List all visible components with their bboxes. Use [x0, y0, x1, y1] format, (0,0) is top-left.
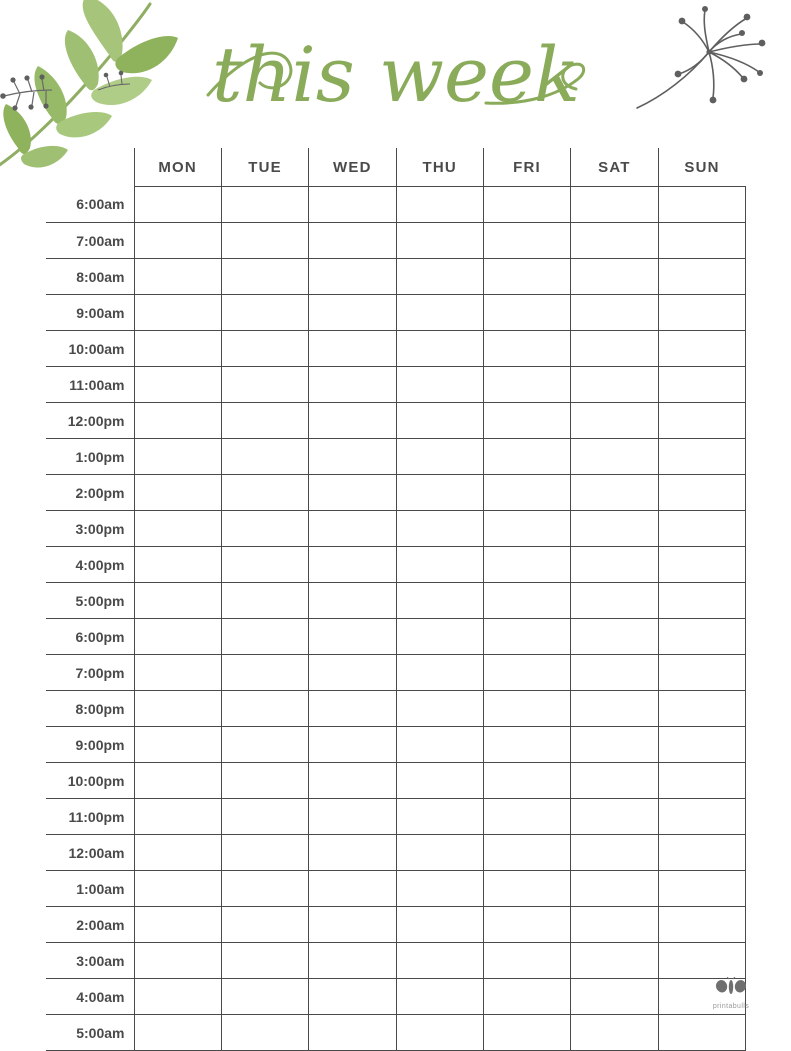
- slot-fri[interactable]: [483, 331, 570, 367]
- slot-sat[interactable]: [571, 943, 658, 979]
- slot-tue[interactable]: [221, 475, 308, 511]
- slot-sun[interactable]: [658, 799, 745, 835]
- slot-thu[interactable]: [396, 223, 483, 259]
- slot-fri[interactable]: [483, 799, 570, 835]
- slot-sat[interactable]: [571, 223, 658, 259]
- slot-fri[interactable]: [483, 187, 570, 223]
- slot-mon[interactable]: [134, 763, 221, 799]
- table-row: [46, 979, 746, 1015]
- time-label: 11:00pm: [46, 799, 134, 835]
- slot-sun[interactable]: [658, 259, 745, 295]
- time-label: 4:00am: [46, 979, 134, 1015]
- day-header-tue: TUE: [221, 148, 308, 187]
- slot-mon[interactable]: [134, 1015, 221, 1051]
- time-label: 3:00pm: [46, 511, 134, 547]
- slot-sat[interactable]: [571, 367, 658, 403]
- slot-thu[interactable]: [396, 1015, 483, 1051]
- slot-mon[interactable]: [134, 619, 221, 655]
- slot-sun[interactable]: [658, 1015, 745, 1051]
- slot-thu[interactable]: [396, 619, 483, 655]
- time-label: 2:00am: [46, 907, 134, 943]
- slot-fri[interactable]: [483, 547, 570, 583]
- slot-sat[interactable]: [571, 403, 658, 439]
- slot-sun[interactable]: [658, 439, 745, 475]
- slot-sun[interactable]: [658, 943, 745, 979]
- slot-fri[interactable]: [483, 763, 570, 799]
- time-label: 9:00am: [46, 295, 134, 331]
- slot-mon[interactable]: [134, 799, 221, 835]
- table-header-row: [46, 148, 746, 187]
- slot-fri[interactable]: [483, 655, 570, 691]
- slot-wed[interactable]: [309, 403, 396, 439]
- slot-thu[interactable]: [396, 511, 483, 547]
- time-label: 11:00am: [46, 367, 134, 403]
- slot-mon[interactable]: [134, 583, 221, 619]
- slot-fri[interactable]: [483, 907, 570, 943]
- slot-sat[interactable]: [571, 763, 658, 799]
- slot-thu[interactable]: [396, 367, 483, 403]
- slot-fri[interactable]: [483, 871, 570, 907]
- slot-sun[interactable]: [658, 871, 745, 907]
- slot-tue[interactable]: [221, 799, 308, 835]
- slot-wed[interactable]: [309, 871, 396, 907]
- slot-wed[interactable]: [309, 799, 396, 835]
- slot-mon[interactable]: [134, 871, 221, 907]
- slot-fri[interactable]: [483, 223, 570, 259]
- slot-tue[interactable]: [221, 367, 308, 403]
- page-title: [0, 26, 791, 136]
- slot-fri[interactable]: [483, 439, 570, 475]
- slot-sat[interactable]: [571, 547, 658, 583]
- slot-tue[interactable]: [221, 331, 308, 367]
- slot-sat[interactable]: [571, 619, 658, 655]
- table-row: [46, 727, 746, 763]
- slot-sun[interactable]: [658, 907, 745, 943]
- table-row: [46, 547, 746, 583]
- slot-tue[interactable]: [221, 835, 308, 871]
- slot-sat[interactable]: [571, 835, 658, 871]
- slot-sun[interactable]: [658, 763, 745, 799]
- slot-tue[interactable]: [221, 259, 308, 295]
- slot-fri[interactable]: [483, 367, 570, 403]
- time-label: 7:00pm: [46, 655, 134, 691]
- slot-sat[interactable]: [571, 871, 658, 907]
- slot-thu[interactable]: [396, 979, 483, 1015]
- slot-thu[interactable]: [396, 259, 483, 295]
- table-row: [46, 475, 746, 511]
- slot-wed[interactable]: [309, 295, 396, 331]
- slot-wed[interactable]: [309, 1015, 396, 1051]
- slot-sun[interactable]: [658, 979, 745, 1015]
- slot-fri[interactable]: [483, 475, 570, 511]
- slot-thu[interactable]: [396, 799, 483, 835]
- slot-thu[interactable]: [396, 691, 483, 727]
- slot-sat[interactable]: [571, 331, 658, 367]
- time-label: 8:00pm: [46, 691, 134, 727]
- slot-fri[interactable]: [483, 295, 570, 331]
- slot-fri[interactable]: [483, 619, 570, 655]
- time-label: 2:00pm: [46, 475, 134, 511]
- table-row: [46, 511, 746, 547]
- table-row: [46, 619, 746, 655]
- slot-fri[interactable]: [483, 979, 570, 1015]
- slot-sun[interactable]: [658, 655, 745, 691]
- slot-fri[interactable]: [483, 943, 570, 979]
- slot-mon[interactable]: [134, 835, 221, 871]
- slot-wed[interactable]: [309, 331, 396, 367]
- table-row: [46, 691, 746, 727]
- slot-mon[interactable]: [134, 331, 221, 367]
- slot-mon[interactable]: [134, 691, 221, 727]
- slot-mon[interactable]: [134, 511, 221, 547]
- slot-sun[interactable]: [658, 403, 745, 439]
- slot-wed[interactable]: [309, 979, 396, 1015]
- time-label: 6:00pm: [46, 619, 134, 655]
- slot-sun[interactable]: [658, 187, 745, 223]
- time-label: 4:00pm: [46, 547, 134, 583]
- table-row: [46, 583, 746, 619]
- slot-sat[interactable]: [571, 187, 658, 223]
- brand-name: printabulls: [712, 1003, 750, 1010]
- slot-sun[interactable]: [658, 475, 745, 511]
- slot-sun[interactable]: [658, 835, 745, 871]
- day-header-wed: WED: [309, 148, 396, 187]
- slot-mon[interactable]: [134, 907, 221, 943]
- slot-mon[interactable]: [134, 655, 221, 691]
- slot-tue[interactable]: [221, 763, 308, 799]
- slot-sun[interactable]: [658, 547, 745, 583]
- title-script-text: this week: [211, 30, 580, 119]
- slot-thu[interactable]: [396, 439, 483, 475]
- slot-thu[interactable]: [396, 763, 483, 799]
- slot-mon[interactable]: [134, 223, 221, 259]
- slot-sun[interactable]: [658, 691, 745, 727]
- slot-tue[interactable]: [221, 511, 308, 547]
- table-row: [46, 403, 746, 439]
- table-row: [46, 907, 746, 943]
- table-row: [46, 439, 746, 475]
- slot-sat[interactable]: [571, 511, 658, 547]
- slot-tue[interactable]: [221, 403, 308, 439]
- slot-sat[interactable]: [571, 691, 658, 727]
- slot-tue[interactable]: [221, 655, 308, 691]
- slot-thu[interactable]: [396, 655, 483, 691]
- table-row: [46, 295, 746, 331]
- slot-sat[interactable]: [571, 439, 658, 475]
- time-label: 9:00pm: [46, 727, 134, 763]
- slot-tue[interactable]: [221, 187, 308, 223]
- time-label: 12:00am: [46, 835, 134, 871]
- slot-tue[interactable]: [221, 295, 308, 331]
- slot-thu[interactable]: [396, 871, 483, 907]
- slot-thu[interactable]: [396, 943, 483, 979]
- slot-mon[interactable]: [134, 547, 221, 583]
- slot-thu[interactable]: [396, 475, 483, 511]
- day-header-sun: SUN: [658, 148, 745, 187]
- slot-mon[interactable]: [134, 403, 221, 439]
- time-label: 5:00am: [46, 1015, 134, 1051]
- slot-fri[interactable]: [483, 259, 570, 295]
- table-row: [46, 223, 746, 259]
- slot-sun[interactable]: [658, 331, 745, 367]
- slot-mon[interactable]: [134, 727, 221, 763]
- planner-body: [46, 187, 746, 1051]
- slot-wed[interactable]: [309, 547, 396, 583]
- time-label: 8:00am: [46, 259, 134, 295]
- slot-thu[interactable]: [396, 547, 483, 583]
- slot-tue[interactable]: [221, 547, 308, 583]
- slot-mon[interactable]: [134, 295, 221, 331]
- slot-sun[interactable]: [658, 511, 745, 547]
- slot-sun[interactable]: [658, 367, 745, 403]
- slot-thu[interactable]: [396, 835, 483, 871]
- slot-sun[interactable]: [658, 727, 745, 763]
- slot-sat[interactable]: [571, 295, 658, 331]
- header-corner-cell: [46, 148, 134, 187]
- slot-wed[interactable]: [309, 763, 396, 799]
- slot-sat[interactable]: [571, 259, 658, 295]
- table-row: [46, 799, 746, 835]
- time-label: 3:00am: [46, 943, 134, 979]
- table-row: [46, 871, 746, 907]
- slot-mon[interactable]: [134, 943, 221, 979]
- slot-sat[interactable]: [571, 979, 658, 1015]
- slot-wed[interactable]: [309, 835, 396, 871]
- slot-tue[interactable]: [221, 979, 308, 1015]
- slot-sat[interactable]: [571, 655, 658, 691]
- slot-wed[interactable]: [309, 619, 396, 655]
- slot-sat[interactable]: [571, 799, 658, 835]
- table-row: [46, 943, 746, 979]
- table-row: [46, 259, 746, 295]
- slot-sun[interactable]: [658, 295, 745, 331]
- slot-wed[interactable]: [309, 943, 396, 979]
- day-header-sat: SAT: [571, 148, 658, 187]
- slot-sun[interactable]: [658, 583, 745, 619]
- slot-wed[interactable]: [309, 727, 396, 763]
- slot-thu[interactable]: [396, 583, 483, 619]
- slot-tue[interactable]: [221, 1015, 308, 1051]
- table-row: [46, 655, 746, 691]
- slot-fri[interactable]: [483, 727, 570, 763]
- slot-sat[interactable]: [571, 583, 658, 619]
- slot-wed[interactable]: [309, 223, 396, 259]
- seed-sprig-decoration: [633, 4, 783, 124]
- time-label: 1:00am: [46, 871, 134, 907]
- table-row: [46, 331, 746, 367]
- time-label: 6:00am: [46, 187, 134, 223]
- time-label: 10:00am: [46, 331, 134, 367]
- slot-mon[interactable]: [134, 475, 221, 511]
- slot-wed[interactable]: [309, 583, 396, 619]
- day-header-mon: MON: [134, 148, 221, 187]
- slot-wed[interactable]: [309, 259, 396, 295]
- slot-tue[interactable]: [221, 223, 308, 259]
- slot-tue[interactable]: [221, 727, 308, 763]
- slot-mon[interactable]: [134, 439, 221, 475]
- slot-fri[interactable]: [483, 691, 570, 727]
- slot-sat[interactable]: [571, 727, 658, 763]
- slot-wed[interactable]: [309, 511, 396, 547]
- slot-thu[interactable]: [396, 403, 483, 439]
- time-label: 10:00pm: [46, 763, 134, 799]
- slot-tue[interactable]: [221, 619, 308, 655]
- slot-thu[interactable]: [396, 907, 483, 943]
- slot-tue[interactable]: [221, 691, 308, 727]
- slot-sun[interactable]: [658, 223, 745, 259]
- slot-sat[interactable]: [571, 475, 658, 511]
- table-row: [46, 835, 746, 871]
- weekly-planner-table: [46, 148, 746, 1051]
- slot-mon[interactable]: [134, 979, 221, 1015]
- slot-wed[interactable]: [309, 475, 396, 511]
- slot-fri[interactable]: [483, 403, 570, 439]
- slot-fri[interactable]: [483, 835, 570, 871]
- table-row: [46, 187, 746, 223]
- slot-tue[interactable]: [221, 583, 308, 619]
- slot-wed[interactable]: [309, 691, 396, 727]
- time-label: 5:00pm: [46, 583, 134, 619]
- slot-mon[interactable]: [134, 367, 221, 403]
- slot-tue[interactable]: [221, 871, 308, 907]
- slot-mon[interactable]: [134, 187, 221, 223]
- time-label: 12:00pm: [46, 403, 134, 439]
- table-row: [46, 367, 746, 403]
- slot-sat[interactable]: [571, 907, 658, 943]
- day-header-thu: THU: [396, 148, 483, 187]
- table-row: [46, 1015, 746, 1051]
- slot-sat[interactable]: [571, 1015, 658, 1051]
- slot-thu[interactable]: [396, 331, 483, 367]
- table-row: [46, 763, 746, 799]
- slot-fri[interactable]: [483, 1015, 570, 1051]
- slot-tue[interactable]: [221, 943, 308, 979]
- slot-wed[interactable]: [309, 187, 396, 223]
- slot-wed[interactable]: [309, 367, 396, 403]
- slot-wed[interactable]: [309, 655, 396, 691]
- slot-thu[interactable]: [396, 295, 483, 331]
- time-label: 7:00am: [46, 223, 134, 259]
- slot-thu[interactable]: [396, 727, 483, 763]
- slot-wed[interactable]: [309, 439, 396, 475]
- time-label: 1:00pm: [46, 439, 134, 475]
- slot-tue[interactable]: [221, 439, 308, 475]
- slot-sun[interactable]: [658, 619, 745, 655]
- slot-mon[interactable]: [134, 259, 221, 295]
- slot-fri[interactable]: [483, 583, 570, 619]
- slot-tue[interactable]: [221, 907, 308, 943]
- slot-fri[interactable]: [483, 511, 570, 547]
- day-header-fri: FRI: [483, 148, 570, 187]
- slot-wed[interactable]: [309, 907, 396, 943]
- slot-thu[interactable]: [396, 187, 483, 223]
